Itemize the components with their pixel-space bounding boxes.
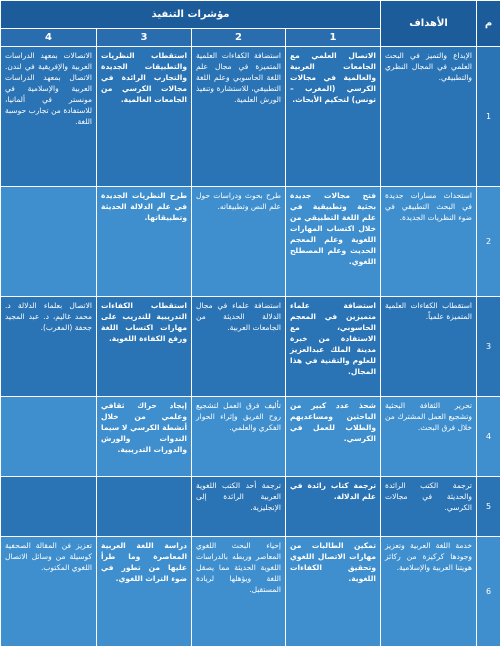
goal-cell: استقطاب الكفاءات العلمية المتميزة علمياً. xyxy=(381,297,477,397)
indicator-2-cell: طرح بحوث ودراسات حول علم النص وتطبيقاته. xyxy=(192,187,286,297)
goal-cell: تحرير الثقافة البحثية وتشجيع العمل المشترك من خلال فرق البحث. xyxy=(381,397,477,477)
header-goals: الأهداف xyxy=(381,1,477,47)
table-row xyxy=(1,47,500,187)
row-number: 5 xyxy=(477,477,500,537)
indicator-2-cell: تأليف فرق العمل لتشجيع روح الفريق وإثراء الحوار الفكري والعلمي. xyxy=(192,397,286,477)
row-number: 1 xyxy=(477,47,500,187)
indicator-4-cell xyxy=(1,397,97,477)
indicator-1-cell: فتح مجالات جديدة بحثية وتطبيقية في علم اللغة التطبيقي من خلال اكتساب المهارات اللغوية وعلم المعجم الحديث وعلم المصطلح اللغوي. xyxy=(286,187,381,297)
header-indicators: مؤشرات التنفيذ xyxy=(1,1,381,29)
indicator-1-cell: شحذ عدد كبير من الباحثين ومساعديهم والطلاب للعمل في الكرسي. xyxy=(286,397,381,477)
table-row xyxy=(1,397,500,477)
header-sub-3: 3 xyxy=(97,29,192,47)
goal-cell: ترجمة الكتب الرائدة والحديثة في مجالات الكرسي. xyxy=(381,477,477,537)
indicator-4-cell xyxy=(1,187,97,297)
header-sub-1: 1 xyxy=(286,29,381,47)
indicator-3-cell: طرح النظريات الجديدة في علم الدلالة الحديثة وتطبيقاتها. xyxy=(97,187,192,297)
indicator-4-cell: الاتصال بعلماء الدلالة د. محمد غاليم، د. عبد المجيد جحفة (المغرب). xyxy=(1,297,97,397)
goal-cell: الإبداع والتميز في البحث العلمي في المجال النظري والتطبيقي. xyxy=(381,47,477,187)
indicator-4-cell xyxy=(1,477,97,537)
row-number: 2 xyxy=(477,187,500,297)
indicator-3-cell xyxy=(97,477,192,537)
table-row xyxy=(1,537,500,647)
indicator-2-cell: استضافة الكفاءات العلمية المتميزة في مجال علم اللغة الحاسوبي وعلم اللغة التطبيقي، للاستشارة وتنفيذ الورش العلمية. xyxy=(192,47,286,187)
indicator-4-cell: تعزيز فن المقالة الصحفية كوسيلة من وسائل الاتصال اللغوي المكتوب. xyxy=(1,537,97,647)
indicator-1-cell: استضافة علماء متميزين في المعجم الحاسوبي، مع الاستفادة من خبرة مدينة الملك عبدالعزيز للعلوم والتقنية في هذا المجال. xyxy=(286,297,381,397)
indicator-2-cell: إحياء البحث اللغوي المعاصر وربطه بالدراسات اللغوية الحديثة مما يصقل اللغة ويؤهلها لريادة المستقبل. xyxy=(192,537,286,647)
table-row xyxy=(1,297,500,397)
goal-cell: استحداث مسارات جديدة في البحث التطبيقي في ضوء النظريات الجديدة. xyxy=(381,187,477,297)
row-number: 6 xyxy=(477,537,500,647)
row-number: 4 xyxy=(477,397,500,477)
indicator-4-cell: الاتصالات بمعهد الدراسات العربية والإفريقية في لندن. الاتصال بمعهد الدراسات العربية والإسلامية في مونستر في ألمانيا، للاستفادة من تجارب حوسبة اللغة. xyxy=(1,47,97,187)
indicator-2-cell: ترجمة أحد الكتب اللغوية العربية الرائدة إلى الإنجليزية. xyxy=(192,477,286,537)
indicator-3-cell: استقطاب النظريات والتطبيقات الجديدة والتجارب الرائدة في مجالات الكرسي من الجامعات العالمية. xyxy=(97,47,192,187)
table-row xyxy=(1,187,500,297)
header-sub-2: 2 xyxy=(192,29,286,47)
header-m: م xyxy=(477,1,500,47)
row-number: 3 xyxy=(477,297,500,397)
indicator-2-cell: استضافة علماء في مجال الدلالة الحديثة من الجامعات العربية. xyxy=(192,297,286,397)
goal-cell: خدمة اللغة العربية وتعزيز وجودها كركيزة من ركائز هويتنا العربية والإسلامية. xyxy=(381,537,477,647)
table-row xyxy=(1,477,500,537)
indicator-1-cell: ترجمة كتاب رائدة في علم الدلالة. xyxy=(286,477,381,537)
indicator-3-cell: استقطاب الكفاءات التدريبية للتدريب على مهارات اكتساب اللغة ورفع الكفاءة اللغوية. xyxy=(97,297,192,397)
header-sub-4: 4 xyxy=(1,29,97,47)
indicator-3-cell: إيجاد حراك ثقافي وعلمي من خلال أنشطة الكرسي لا سيما الندوات والورش والدورات التدريبية. xyxy=(97,397,192,477)
indicator-3-cell: دراسة اللغة العربية المعاصرة وما طرأ عليها من تطور في ضوء التراث اللغوي. xyxy=(97,537,192,647)
indicator-1-cell: الاتصال العلمي مع الجامعات العربية والعالمية في مجالات الكرسي (المغرب – تونس) لتحكيم الأبحاث. xyxy=(286,47,381,187)
indicator-1-cell: تمكين الطالبات من مهارات الاتصال اللغوي وتحقيق الكفاءات اللغوية. xyxy=(286,537,381,647)
